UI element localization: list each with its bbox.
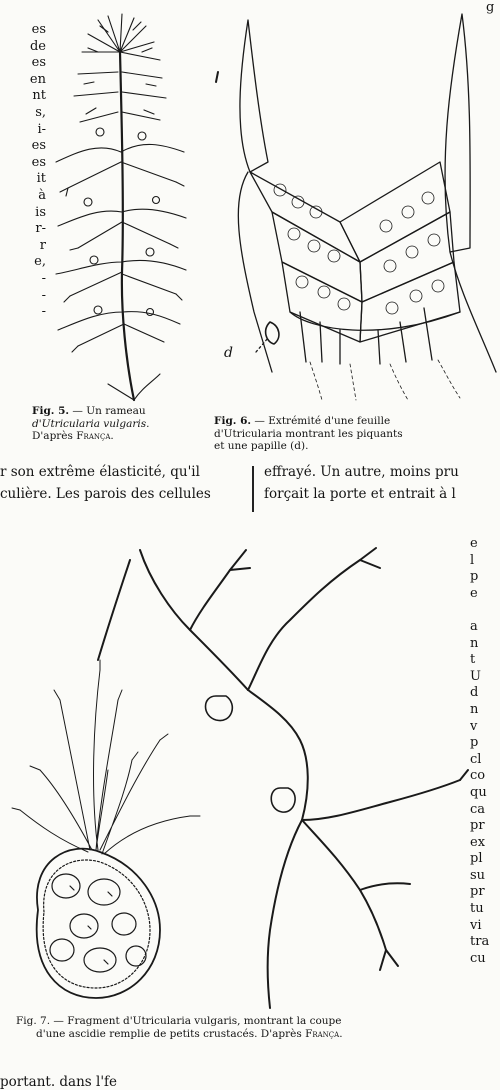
- figure-6-caption-line2: d'Utricularia montrant les piquants: [214, 427, 403, 440]
- figure-5-drawing: [38, 12, 198, 404]
- figure-6-caption-number: Fig. 6.: [214, 415, 252, 427]
- figure-6-label-d: d: [224, 345, 233, 361]
- right-fragment-16: ca: [470, 801, 486, 817]
- left-fragment-6: i-: [37, 121, 46, 137]
- left-fragment-9: it: [36, 171, 46, 187]
- right-fragment-17: pr: [470, 818, 485, 834]
- left-fragment-10: à: [38, 187, 46, 203]
- right-fragment-7: t: [470, 652, 476, 668]
- left-fragment-13: r: [39, 237, 46, 253]
- right-fragment-2: p: [470, 569, 479, 585]
- right-fragment-23: vi: [470, 917, 482, 933]
- right-fragment-15: qu: [470, 784, 487, 800]
- right-fragment-18: ex: [470, 834, 486, 850]
- left-fragment-4: nt: [32, 88, 46, 104]
- figure-5-caption-line1: — Un rameau: [72, 405, 146, 417]
- left-fragment-11: is: [35, 204, 46, 220]
- right-fragment-11: v: [470, 718, 478, 734]
- left-fragment-12: r-: [35, 221, 46, 237]
- right-fragment-1: l: [470, 552, 475, 568]
- right-fragment-10: n: [470, 701, 479, 717]
- column-rule: [252, 466, 254, 512]
- left-fragment-2: es: [31, 55, 46, 71]
- right-fragment-20: su: [470, 867, 486, 883]
- header-fragment: g: [486, 0, 495, 15]
- right-fragment-6: n: [470, 635, 479, 651]
- right-fragment-8: U: [470, 668, 481, 684]
- figure-6-caption-line1: — Extrémité d'une feuille: [254, 415, 391, 427]
- right-fragment-21: pr: [470, 884, 485, 900]
- right-body-line-1: effrayé. Un autre, moins pru: [264, 464, 459, 480]
- figure-7-caption-author: França.: [305, 1027, 343, 1040]
- figure-6-drawing: [210, 12, 500, 402]
- right-fragment-14: co: [470, 768, 486, 784]
- right-fragment-12: p: [470, 735, 479, 751]
- bottom-left-fragment: portant. dans l'fe: [0, 1074, 118, 1090]
- right-fragment-25: cu: [470, 950, 486, 966]
- left-body-line-2: culière. Les parois des cellules: [0, 486, 211, 502]
- right-fragment-0: e: [470, 536, 478, 551]
- left-body-line-1: r son extrême élasticité, qu'il: [0, 464, 200, 480]
- figure-6-caption: [214, 415, 500, 453]
- left-fragment-3: en: [29, 71, 46, 87]
- left-fragment-17: -: [41, 304, 46, 320]
- left-fragment-0: es: [31, 22, 46, 37]
- figure-7-caption: [16, 1015, 486, 1040]
- left-fragment-8: es: [31, 154, 46, 170]
- left-fragment-14: e,: [34, 254, 46, 270]
- figure-5-caption-author: França.: [76, 430, 114, 442]
- right-fragment-22: tu: [470, 901, 484, 917]
- left-fragment-5: s,: [35, 104, 46, 120]
- figure-5-caption: [32, 405, 212, 443]
- left-fragment-7: es: [31, 138, 46, 154]
- figure-5-caption-line2: d'Utricularia vulgaris.: [32, 417, 150, 430]
- figure-7-caption-line1: Fig. 7. — Fragment d'Utricularia vulgaris, montrant la coupe: [16, 1015, 342, 1027]
- left-fragment-1: de: [29, 38, 46, 54]
- figure-7-drawing: [0, 520, 470, 1010]
- right-fragment-4: [470, 602, 500, 619]
- right-fragment-13: cl: [470, 751, 482, 767]
- figure-5-caption-prefix: D'après: [32, 430, 73, 442]
- right-fragment-9: d: [470, 685, 479, 701]
- figure-6-caption-line3: et une papille (d).: [214, 440, 309, 452]
- right-fragment-3: e: [470, 585, 478, 601]
- left-fragment-16: -: [41, 287, 46, 303]
- right-fragment-19: pl: [470, 851, 483, 867]
- left-fragment-15: -: [41, 270, 46, 286]
- right-fragment-24: tra: [470, 934, 490, 950]
- right-column-fragments: [470, 536, 500, 967]
- figure-7-caption-prefix: d'une ascidie remplie de petits crustacés. D'après: [36, 1027, 302, 1040]
- right-fragment-5: a: [470, 618, 478, 634]
- right-body-line-2: forçait la porte et entrait à l: [264, 486, 456, 502]
- figure-5-caption-number: Fig. 5.: [32, 405, 70, 417]
